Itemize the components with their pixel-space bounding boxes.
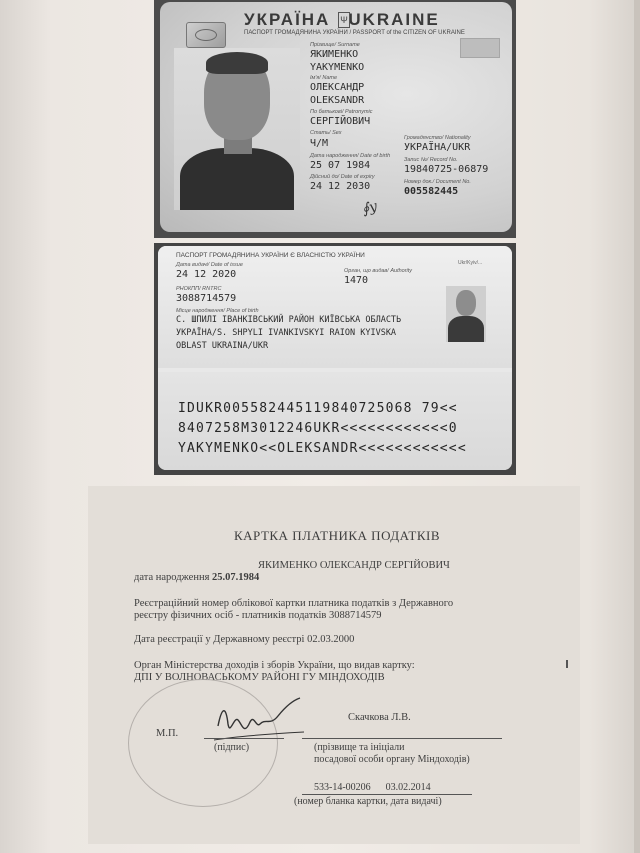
official-caption-2: посадової особи органу Міндоходів) [314,754,470,765]
blank-number: 533-14-00206 [314,782,371,793]
mp-label: М.П. [156,728,179,739]
blank-caption: (номер бланка картки, дата видачі) [294,796,442,807]
doc-label: Номер док./ Document No. [404,179,471,185]
nationality: УКРАЇНА/UKR [404,142,471,153]
holder-photo [174,48,300,210]
name-label: Ім'я/ Name [310,75,338,81]
margin-mark [566,660,568,668]
blank-line [302,794,472,795]
back-header-right: Ukr/Kyiv/... [458,260,483,266]
tax-card [88,486,580,844]
expiry-label: Дійсний до/ Date of expiry [310,174,375,180]
flag-icon [460,38,500,58]
signature-line [204,738,284,739]
doc-no: 005582445 [404,186,459,197]
chip-icon [186,22,226,48]
sex: Ч/М [310,138,329,149]
organ-text: Орган Міністерства доходів і зборів України, що видав картку: [134,660,415,671]
reg-number: 3088714579 [329,610,382,621]
pob-label: Місце народження/ Place of birth [176,308,259,314]
mrz-line-2: 8407258M3012246UKR<<<<<<<<<<<<0 [178,421,458,436]
dob-label: Дата народження/ Date of birth [310,153,391,159]
card-subtitle: ПАСПОРТ ГРОМАДЯНИНА УКРАЇНИ / PASSPORT of the CITIZEN OF UKRAINE [244,30,465,36]
surname-en: YAKYMENKO [310,62,365,73]
authority-label: Орган, що видав/ Authority [344,268,413,274]
dob: 25 07 1984 [310,160,371,171]
reg-date-label: Дата реєстрації у Державному реєстрі [134,634,305,645]
trident-icon: Ψ [338,12,350,28]
holder-signature: ∮y [360,198,380,218]
id-card-front-body [160,2,512,232]
dob-value: 25.07.1984 [212,572,260,583]
record-label: Запис №/ Record No. [404,157,458,163]
nationality-label: Громадянство/ Nationality [404,135,471,141]
authority: 1470 [344,275,369,286]
official-name: Скачкова Л.В. [348,712,411,723]
pob-line3: OBLAST UKRAINA/UKR [176,341,269,351]
issue-label: Дата видачі/ Date of issue [176,262,243,268]
holder-photo-small [446,286,486,342]
country-ua: УКРАЇНА [244,10,331,29]
blank-issue-date: 03.02.2014 [385,782,431,793]
record-no: 19840725-06879 [404,164,489,175]
issue-date: 24 12 2020 [176,269,237,280]
name-ua: ОЛЕКСАНДР [310,82,365,93]
reg-date-row [134,634,354,645]
pob-line1: С. ШПИЛІ ІВАНКІВСЬКИЙ РАЙОН КИЇВСЬКА ОБЛАСТЬ [176,315,402,325]
blank-number-row [314,782,431,793]
id-card-back [154,243,516,475]
reg-text-line2: реєстру фізичних осіб - платників податків [134,610,327,621]
surname-label: Прізвище/ Surname [310,42,360,48]
signature-caption: (підпис) [214,742,250,753]
mrz-line-3: YAKYMENKO<<OLEKSANDR<<<<<<<<<<<< [178,441,467,456]
sex-label: Стать/ Sex [310,130,342,136]
reg-date: 02.03.2000 [307,634,355,645]
reg-text-line1: Реєстраційний номер облікової картки платника податків з Державного [134,598,454,609]
id-card-front [154,0,516,238]
official-caption-1: (прізвище та ініціали [314,742,405,753]
organ-name: ДПІ У ВОЛНОВАСЬКОМУ РАЙОНІ ГУ МІНДОХОДІВ [134,672,385,683]
patronymic: СЕРГІЙОВИЧ [310,116,371,127]
back-header: ПАСПОРТ ГРОМАДЯНИНА УКРАЇНИ Є ВЛАСНІСТЮ УКРАЇНИ [176,252,365,259]
official-line [302,738,502,739]
id-card-back-body [158,246,512,470]
rnokpp-label: РНОКПП/ RNTRC [176,286,222,292]
dob-row [134,572,259,583]
reg-text-line2-row [134,610,382,621]
expiry: 24 12 2030 [310,181,371,192]
tax-card-title: КАРТКА ПЛАТНИКА ПОДАТКІВ [234,528,441,543]
rnokpp: 3088714579 [176,293,237,304]
name-en: OLEKSANDR [310,95,365,106]
page-edge [634,0,640,853]
mrz-line-1: IDUKR005582445119840725068 79<< [178,401,458,416]
dob-label: дата народження [134,572,210,583]
country-en: UKRAINE [348,10,440,29]
pob-line2: УКРАЇНА/S. SHPYLI IVANKIVSKYI RAION KYIVSKA [176,328,397,338]
patronymic-label: По батькові/ Patronymic [310,109,373,115]
taxpayer-name: ЯКИМЕНКО ОЛЕКСАНДР СЕРГІЙОВИЧ [258,560,450,571]
surname-ua: ЯКИМЕНКО [310,49,359,60]
